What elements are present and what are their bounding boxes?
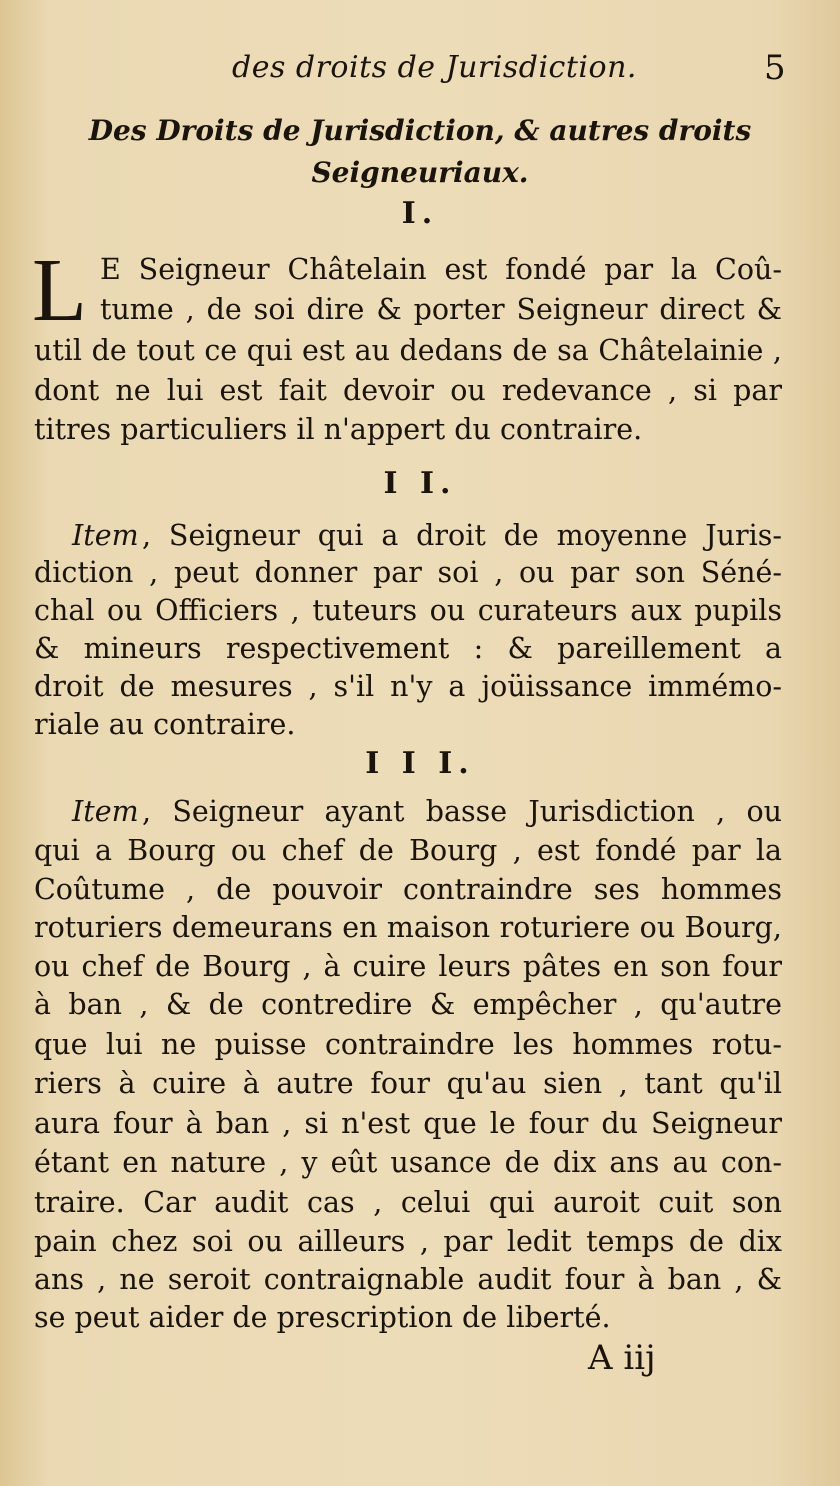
section-number-3: I I I. (365, 746, 475, 781)
section-3-line: roturiers demeurans en maison roturiere ou Bourg, (34, 911, 782, 944)
drop-cap-letter: L (32, 241, 87, 340)
section-2-line: diction , peut donner par soi , ou par son Séné- (34, 556, 782, 589)
section-3-line: que lui ne puisse contraindre les hommes rotu- (34, 1028, 782, 1061)
chapter-heading: Des Droits de Jurisdiction, & autres droits Seigneuriaux. (88, 114, 752, 189)
running-title: des droits de Jurisdiction. (232, 50, 637, 85)
section-3-line: aura four à ban , si n'est que le four du Seigneur (34, 1107, 782, 1140)
page-number: 5 (764, 48, 786, 88)
section-2-line: & mineurs respectivement : & pareillement a (34, 632, 782, 665)
item-lead: Item (72, 519, 139, 552)
section-3-line: riers à cuire à autre four qu'au sien , tant qu'il (34, 1067, 782, 1100)
section-1-line: util de tout ce qui est au dedans de sa Châtelainie , (34, 334, 782, 367)
section-2-line: droit de mesures , s'il n'y a joüissance immémo- (34, 670, 782, 703)
section-1-line: dont ne lui est fait devoir ou redevance , si par (34, 374, 782, 407)
section-2-line: riale au contraire. (34, 708, 296, 741)
section-1-line: E Seigneur Châtelain est fondé par la Coû- (100, 253, 782, 286)
item-lead: Item (72, 795, 139, 828)
running-head (0, 48, 840, 98)
section-3-line: , Seigneur ayant basse Jurisdiction , ou (142, 795, 782, 828)
section-3-line: à ban , & de contredire & empêcher , qu'autre (34, 988, 782, 1021)
signature-mark: A iij (588, 1338, 656, 1378)
section-3-line: ans , ne seroit contraignable audit four à ban , & (34, 1263, 782, 1296)
section-3-line: étant en nature , y eût usance de dix ans au con- (34, 1146, 782, 1179)
section-1-line: titres particuliers il n'appert du contraire. (34, 413, 643, 446)
section-2-line: , Seigneur qui a droit de moyenne Juris- (142, 519, 782, 552)
section-number-2: I I. (383, 466, 457, 501)
section-3-line: pain chez soi ou ailleurs , par ledit temps de dix (34, 1225, 782, 1258)
section-3-line: traire. Car audit cas , celui qui auroit cuit son (34, 1186, 782, 1219)
section-3-line: se peut aider de prescription de liberté. (34, 1301, 611, 1334)
section-3-line: ou chef de Bourg , à cuire leurs pâtes en son four (34, 950, 782, 983)
section-1-line: tume , de soi dire & porter Seigneur direct & (100, 293, 782, 326)
section-2-line: chal ou Officiers , tuteurs ou curateurs aux pupils (34, 594, 782, 627)
section-3-line: Coûtume , de pouvoir contraindre ses hommes (34, 873, 782, 906)
section-number-1: I. (401, 196, 439, 231)
section-3-line: qui a Bourg ou chef de Bourg , est fondé par la (34, 834, 782, 867)
